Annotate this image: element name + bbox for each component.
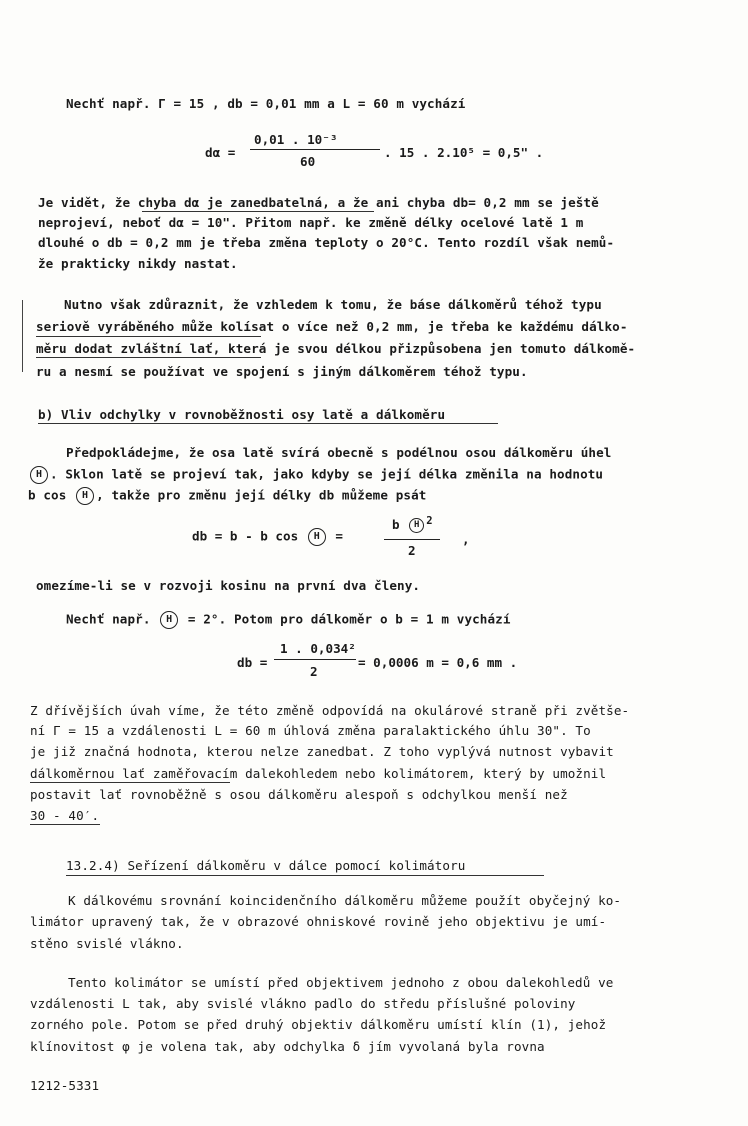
equation-2-comma: , xyxy=(462,532,470,547)
paragraph-line: stěno svislé vlákno. xyxy=(30,936,184,951)
paragraph-line: Nutno však zdůraznit, že vzhledem k tomu, že báse dálkoměrů téhož typu xyxy=(64,297,602,312)
underline xyxy=(142,211,374,212)
paragraph-line: Nechť např. Γ = 15 , db = 0,01 mm a L = 60 m vychází xyxy=(66,96,466,111)
theta-symbol: H xyxy=(160,611,178,629)
paragraph-line: klínovitost φ je volena tak, aby odchylka δ jím vyvolaná byla rovna xyxy=(30,1039,545,1054)
paragraph-text: Nechť např. xyxy=(66,611,151,627)
heading-underline xyxy=(38,423,498,424)
equation-3-right: = 0,0006 m = 0,6 mm . xyxy=(358,655,518,670)
equation-1-denominator: 60 xyxy=(300,154,316,169)
equation-2-fraction-bar xyxy=(384,539,440,540)
paragraph-line: postavit lať rovnoběžně s osou dálkoměru alespoň s odchylkou menší než xyxy=(30,787,568,802)
paragraph-line: neprojeví, neboť dα = 10". Přitom např. ke změně délky ocelové latě 1 m xyxy=(38,215,584,230)
section-heading-13-2-4: 13.2.4) Seřízení dálkoměru v dálce pomocí kolimátoru xyxy=(66,858,466,873)
paragraph-line xyxy=(66,611,511,629)
paragraph-line: Tento kolimátor se umístí před objektivem jednoho z obou dalekohledů ve xyxy=(68,975,614,990)
exponent: 2 xyxy=(426,515,433,527)
equation-2-left xyxy=(192,528,343,546)
equation-3-fraction-bar xyxy=(274,659,356,660)
paragraph-line: dálkoměrnou lať zaměřovacím dalekohledem nebo kolimátorem, který by umožnil xyxy=(30,766,607,781)
paragraph-line: Z dřívějších úvah víme, že této změně odpovídá na okulárové straně při zvětše- xyxy=(30,703,630,718)
margin-mark xyxy=(22,300,23,372)
underline xyxy=(36,336,261,337)
paragraph-text: b cos xyxy=(28,487,67,503)
paragraph-text: = 2°. Potom pro dálkoměr o b = 1 m vychází xyxy=(187,611,511,627)
paragraph-line xyxy=(28,487,426,505)
equation-text: b xyxy=(392,517,400,533)
paragraph-line: limátor upravený tak, že v obrazové ohniskové rovině jeho objektivu je umí- xyxy=(30,914,607,929)
equation-3-denominator: 2 xyxy=(310,664,318,679)
equation-1-left: dα = xyxy=(205,145,236,160)
underline xyxy=(36,357,261,358)
theta-symbol: H xyxy=(76,487,94,505)
paragraph-text: . Sklon latě se projeví tak, jako kdyby se její délka změnila na hodnotu xyxy=(50,466,604,482)
paragraph-line: K dálkovému srovnání koincidenčního dálkoměru můžeme použít obyčejný ko- xyxy=(68,893,622,908)
paragraph-text: , takže pro změnu její délky db můžeme psát xyxy=(96,487,427,503)
heading-underline xyxy=(66,875,544,876)
equation-text: db = b - b cos xyxy=(192,528,299,544)
paragraph-line: ru a nesmí se používat ve spojení s jiným dálkoměrem téhož typu. xyxy=(36,364,528,379)
footer-code: 1212-5331 xyxy=(30,1078,100,1093)
paragraph-line: dlouhé o db = 0,2 mm je třeba změna teploty o 20°C. Tento rozdíl však nemů- xyxy=(38,235,615,250)
paragraph-line: vzdálenosti L tak, aby svislé vlákno padlo do středu příslušné poloviny xyxy=(30,996,576,1011)
theta-symbol: H xyxy=(308,528,326,546)
paragraph-line: omezíme-li se v rozvoji kosinu na první dva členy. xyxy=(36,578,421,593)
equals-sign: = xyxy=(335,528,343,544)
paragraph-line xyxy=(28,466,603,484)
paragraph-line: seriově vyráběného může kolísat o více než 0,2 mm, je třeba ke každému dálko- xyxy=(36,319,628,334)
paragraph-line: ní Γ = 15 a vzdálenosti L = 60 m úhlová změna paralaktického úhlu 30". To xyxy=(30,723,591,738)
theta-symbol: H xyxy=(30,466,48,484)
underline xyxy=(30,782,230,783)
paragraph-line: měru dodat zvláštní lať, která je svou délkou přizpůsobena jen tomuto dálkomě- xyxy=(36,341,636,356)
equation-3-numerator: 1 . 0,034² xyxy=(280,641,356,656)
equation-1-right: . 15 . 2.10⁵ = 0,5" . xyxy=(384,145,544,160)
paragraph-line: zorného pole. Potom se před druhý objektiv dálkoměru umístí klín (1), jehož xyxy=(30,1017,607,1032)
theta-symbol: H xyxy=(409,518,424,533)
underline xyxy=(30,824,100,825)
equation-1-fraction-bar xyxy=(250,149,380,150)
paragraph-line: Předpokládejme, že osa latě svírá obecně s podélnou osou dálkoměru úhel xyxy=(66,445,612,460)
equation-1-numerator: 0,01 . 10⁻³ xyxy=(254,132,338,147)
equation-3-left: db = xyxy=(237,655,268,670)
paragraph-line: je již značná hodnota, kterou nelze zanedbat. Z toho vyplývá nutnost vybavit xyxy=(30,744,614,759)
paragraph-line: že prakticky nikdy nastat. xyxy=(38,256,238,271)
equation-2-numerator xyxy=(392,515,433,533)
section-heading-b: b) Vliv odchylky v rovnoběžnosti osy latě a dálkoměru xyxy=(38,407,446,422)
paragraph-line: Je vidět, že chyba dα je zanedbatelná, a že ani chyba db= 0,2 mm se ještě xyxy=(38,195,599,210)
equation-2-denominator: 2 xyxy=(408,543,416,558)
paragraph-line: 30 - 40′. xyxy=(30,808,100,823)
